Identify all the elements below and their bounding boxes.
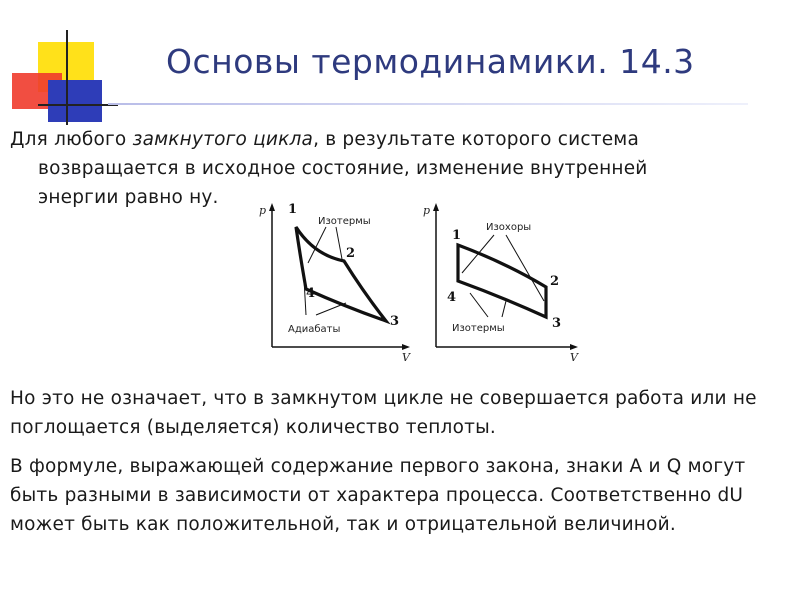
- left-label-isotherms: Изотермы: [318, 216, 371, 227]
- left-axis-x-label: V: [402, 351, 410, 364]
- slide-title: Основы термодинамики. 14.3: [166, 42, 695, 81]
- left-point-1: 1: [288, 202, 298, 217]
- right-point-4: 4: [447, 290, 457, 305]
- title-divider: [108, 103, 748, 105]
- pv-diagrams: [256, 197, 596, 367]
- paragraph1-prefix: Для любого: [10, 129, 133, 150]
- logo-horizontal-line: [38, 104, 118, 106]
- right-label-isochores: Изохоры: [486, 222, 532, 233]
- paragraph1-line2: возвращается в исходное состояние, изменение внутренней: [38, 158, 648, 179]
- right-axis-x-label: V: [570, 351, 578, 364]
- right-point-1: 1: [452, 228, 462, 243]
- left-point-4: 4: [306, 286, 316, 301]
- logo-vertical-line: [66, 30, 68, 125]
- left-point-3: 3: [390, 314, 400, 329]
- right-axis-y-label: p: [423, 204, 431, 217]
- diagram-right: [423, 203, 579, 364]
- right-point-3: 3: [552, 316, 562, 331]
- paragraph1-italic-term: замкнутого цикла: [132, 129, 314, 150]
- left-axis-y-label: p: [259, 204, 267, 217]
- paragraph-work-heat: Но это не означает, что в замкнутом цикле не совершается работа или не поглощается (выделяется) количество теплоты.: [10, 388, 757, 438]
- logo-blue-square: [48, 80, 102, 122]
- paragraph-first-law-signs: В формуле, выражающей содержание первого закона, знаки А и Q могут быть разными в зависимости от характера процесса. Соответственно dU может быть как положительной, так и отрицательной величиной.: [10, 456, 746, 535]
- left-point-2: 2: [346, 246, 356, 261]
- left-label-adiabats: Адиабаты: [288, 324, 341, 335]
- right-label-isotherms: Изотермы: [452, 323, 505, 334]
- slide-logo: [0, 0, 120, 125]
- paragraph1-line3: энергии равно ну.: [38, 187, 219, 208]
- paragraph1-suffix: , в результате которого система: [313, 129, 639, 150]
- diagram-left: [259, 202, 411, 364]
- right-point-2: 2: [550, 274, 560, 289]
